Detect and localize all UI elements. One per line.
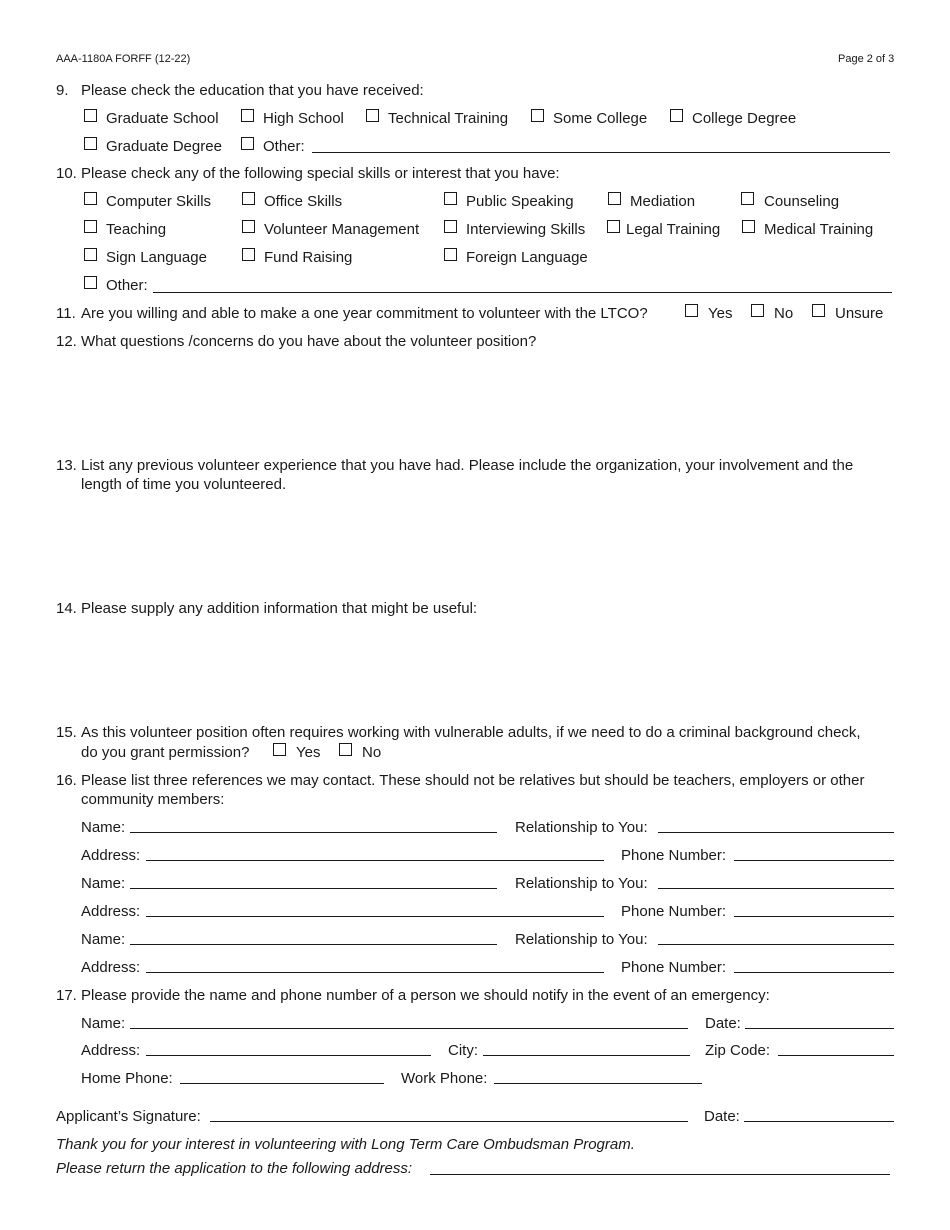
ref3-address-field[interactable] <box>146 972 604 973</box>
high-school-checkbox[interactable] <box>241 109 254 122</box>
ref1-address-label: Address: <box>81 847 141 864</box>
emergency-work-phone-label: Work Phone: <box>401 1070 488 1087</box>
background-check-no-checkbox[interactable] <box>339 743 352 756</box>
q15-number: 15. <box>56 724 77 741</box>
office-skills-checkbox[interactable] <box>242 192 255 205</box>
form-id: AAA-1180A FORFF (12-22) <box>56 53 191 65</box>
q16-text-line1: Please list three references we may contact. These should not be relatives but should be teachers, employers or other <box>81 772 865 789</box>
commitment-no-label: No <box>774 305 794 322</box>
q9-text: Please check the education that you have received: <box>81 82 424 99</box>
graduate-school-label: Graduate School <box>106 110 219 127</box>
some-college-checkbox[interactable] <box>531 109 544 122</box>
background-check-yes-checkbox[interactable] <box>273 743 286 756</box>
medical-training-checkbox[interactable] <box>742 220 755 233</box>
signature-label: Applicant’s Signature: <box>56 1108 201 1125</box>
ref1-relationship-label: Relationship to You: <box>515 819 648 836</box>
ref3-phone-field[interactable] <box>734 972 894 973</box>
q10-text: Please check any of the following special skills or interest that you have: <box>81 165 560 182</box>
emergency-name-label: Name: <box>81 1015 126 1032</box>
counseling-label: Counseling <box>764 193 840 210</box>
commitment-yes-checkbox[interactable] <box>685 304 698 317</box>
q14-number: 14. <box>56 600 77 617</box>
q16-text-line2: community members: <box>81 791 225 808</box>
q12-text: What questions /concerns do you have about the volunteer position? <box>81 333 537 350</box>
ref3-relationship-label: Relationship to You: <box>515 931 648 948</box>
q9-number: 9. <box>56 82 69 99</box>
ref3-phone-label: Phone Number: <box>621 959 727 976</box>
page-number: Page 2 of 3 <box>838 53 895 65</box>
ref3-name-label: Name: <box>81 931 126 948</box>
skills-other-field[interactable] <box>153 292 892 293</box>
foreign-language-label: Foreign Language <box>466 249 588 266</box>
ref2-name-field[interactable] <box>130 888 497 889</box>
ref1-phone-label: Phone Number: <box>621 847 727 864</box>
ref1-address-field[interactable] <box>146 860 604 861</box>
ref3-relationship-field[interactable] <box>658 944 894 945</box>
public-speaking-checkbox[interactable] <box>444 192 457 205</box>
q13-number: 13. <box>56 457 77 474</box>
mediation-checkbox[interactable] <box>608 192 621 205</box>
commitment-unsure-checkbox[interactable] <box>812 304 825 317</box>
some-college-label: Some College <box>553 110 648 127</box>
background-check-yes-label: Yes <box>296 744 321 761</box>
teaching-checkbox[interactable] <box>84 220 97 233</box>
legal-training-label: Legal Training <box>626 221 721 238</box>
emergency-home-phone-label: Home Phone: <box>81 1070 173 1087</box>
ref1-name-label: Name: <box>81 819 126 836</box>
q15-text-line2: do you grant permission? <box>81 744 250 761</box>
computer-skills-checkbox[interactable] <box>84 192 97 205</box>
technical-training-label: Technical Training <box>388 110 509 127</box>
q13-text-line1: List any previous volunteer experience that you have had. Please include the organization, your involvement and the <box>81 457 854 474</box>
ref3-name-field[interactable] <box>130 944 497 945</box>
education-other-label: Other: <box>263 138 305 155</box>
computer-skills-label: Computer Skills <box>106 193 212 210</box>
commitment-unsure-label: Unsure <box>835 305 884 322</box>
sign-language-label: Sign Language <box>106 249 207 266</box>
legal-training-checkbox[interactable] <box>607 220 620 233</box>
q13-text-line2: length of time you volunteered. <box>81 476 287 493</box>
emergency-work-phone-field[interactable] <box>494 1083 702 1084</box>
emergency-home-phone-field[interactable] <box>180 1083 384 1084</box>
fund-raising-label: Fund Raising <box>264 249 353 266</box>
signature-field[interactable] <box>210 1121 688 1122</box>
ref3-address-label: Address: <box>81 959 141 976</box>
emergency-zip-label: Zip Code: <box>705 1042 771 1059</box>
education-other-checkbox[interactable] <box>241 137 254 150</box>
interviewing-skills-label: Interviewing Skills <box>466 221 586 238</box>
thank-you-note: Thank you for your interest in volunteering with Long Term Care Ombudsman Program. <box>56 1136 635 1153</box>
volunteer-management-label: Volunteer Management <box>264 221 420 238</box>
skills-other-label: Other: <box>106 277 148 294</box>
emergency-date-field[interactable] <box>745 1028 894 1029</box>
emergency-date-label: Date: <box>705 1015 741 1032</box>
graduate-degree-checkbox[interactable] <box>84 137 97 150</box>
ref1-phone-field[interactable] <box>734 860 894 861</box>
emergency-city-label: City: <box>448 1042 478 1059</box>
education-other-field[interactable] <box>312 152 890 153</box>
emergency-address-label: Address: <box>81 1042 141 1059</box>
ref2-address-field[interactable] <box>146 916 604 917</box>
signature-date-field[interactable] <box>744 1121 894 1122</box>
college-degree-checkbox[interactable] <box>670 109 683 122</box>
q15-text-line1: As this volunteer position often requires working with vulnerable adults, if we need to do a criminal background check, <box>81 724 861 741</box>
emergency-zip-field[interactable] <box>778 1055 894 1056</box>
medical-training-label: Medical Training <box>764 221 874 238</box>
technical-training-checkbox[interactable] <box>366 109 379 122</box>
counseling-checkbox[interactable] <box>741 192 754 205</box>
fund-raising-checkbox[interactable] <box>242 248 255 261</box>
foreign-language-checkbox[interactable] <box>444 248 457 261</box>
sign-language-checkbox[interactable] <box>84 248 97 261</box>
public-speaking-label: Public Speaking <box>466 193 574 210</box>
q17-text: Please provide the name and phone number of a person we should notify in the event of an emergency: <box>81 987 770 1004</box>
commitment-yes-label: Yes <box>708 305 733 322</box>
high-school-label: High School <box>263 110 344 127</box>
ref2-relationship-label: Relationship to You: <box>515 875 648 892</box>
ref2-phone-field[interactable] <box>734 916 894 917</box>
q16-number: 16. <box>56 772 77 789</box>
emergency-name-field[interactable] <box>130 1028 688 1029</box>
mediation-label: Mediation <box>630 193 696 210</box>
ref1-name-field[interactable] <box>130 832 497 833</box>
ref2-phone-label: Phone Number: <box>621 903 727 920</box>
background-check-no-label: No <box>362 744 382 761</box>
ref2-relationship-field[interactable] <box>658 888 894 889</box>
emergency-city-field[interactable] <box>483 1055 690 1056</box>
volunteer-management-checkbox[interactable] <box>242 220 255 233</box>
q11-text: Are you willing and able to make a one year commitment to volunteer with the LTCO? <box>81 305 648 322</box>
q14-text: Please supply any addition information that might be useful: <box>81 600 478 617</box>
office-skills-label: Office Skills <box>264 193 343 210</box>
skills-other-checkbox[interactable] <box>84 276 97 289</box>
q10-number: 10. <box>56 165 77 182</box>
signature-date-label: Date: <box>704 1108 740 1125</box>
ref2-name-label: Name: <box>81 875 126 892</box>
return-address-field[interactable] <box>430 1174 890 1175</box>
teaching-label: Teaching <box>106 221 167 238</box>
emergency-address-field[interactable] <box>146 1055 431 1056</box>
graduate-degree-label: Graduate Degree <box>106 138 222 155</box>
interviewing-skills-checkbox[interactable] <box>444 220 457 233</box>
college-degree-label: College Degree <box>692 110 797 127</box>
ref2-address-label: Address: <box>81 903 141 920</box>
q12-number: 12. <box>56 333 77 350</box>
q17-number: 17. <box>56 987 77 1004</box>
return-address-label: Please return the application to the following address: <box>56 1160 413 1177</box>
graduate-school-checkbox[interactable] <box>84 109 97 122</box>
q11-number: 11. <box>56 305 76 322</box>
ref1-relationship-field[interactable] <box>658 832 894 833</box>
commitment-no-checkbox[interactable] <box>751 304 764 317</box>
